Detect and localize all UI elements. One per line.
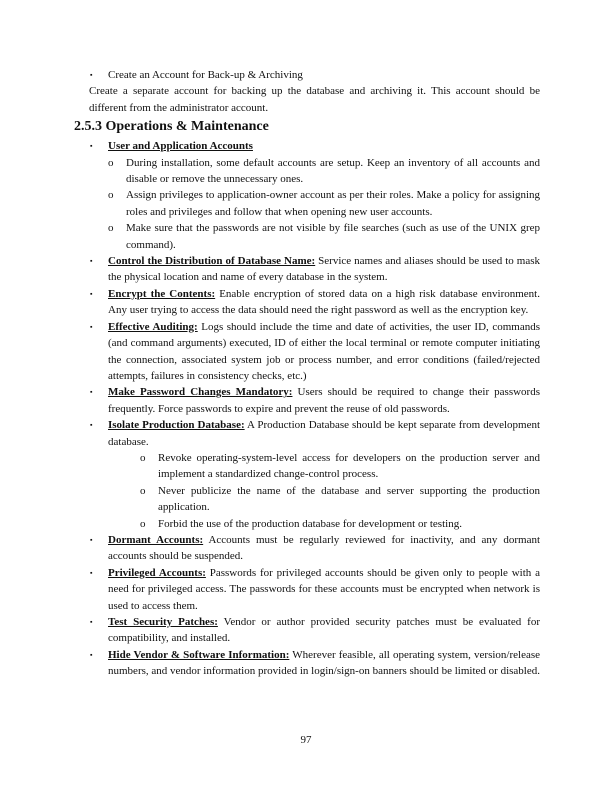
bullet-circle-icon: o [108,222,114,235]
item-title: Hide Vendor & Software Information: [108,648,290,661]
list-item [90,565,540,614]
item-title: Make Password Changes Mandatory: [108,386,293,399]
bullet-circle-icon: o [140,484,146,497]
bullet-circle-icon: o [140,451,146,464]
item-title: Isolate Production Database: [108,419,245,432]
item-text: Service names and aliases should be used to mask the physical location and name of every database in the system. [108,255,540,284]
list-item [90,532,540,565]
bullet-circle-icon: o [108,156,114,169]
bullet-square-icon: ▪ [90,71,93,79]
sub-item-text: During installation, some default accounts are setup. Keep an inventory of all accounts and disable or remove the unnecessary ones. [126,156,540,186]
intro-bullet [90,67,540,83]
item-text: Accounts must be regularly reviewed for inactivity, and any dormant accounts should be suspended. [108,533,541,563]
bullet-square-icon: ▪ [90,388,93,397]
bullet-square-icon: ▪ [90,142,93,151]
list-item [90,417,540,450]
item-title: Privileged Accounts: [108,566,206,579]
list-item [90,286,540,319]
page-content [74,67,541,680]
bullet-square-icon: ▪ [90,535,93,544]
item-title: Test Security Patches: [108,616,218,628]
list-item [90,253,540,286]
bullet-square-icon: ▪ [90,650,93,659]
sub-item-text: Never publicize the name of the database and server supporting the production application. [158,484,540,514]
item-title: Dormant Accounts: [108,533,204,546]
sub-item [90,155,540,188]
item-text: A Production Database should be kept separate from development database. [108,419,541,448]
item-title: Effective Auditing: [108,320,198,333]
list-item [90,384,540,417]
sub-item [90,187,540,220]
item-title: User and Application Accounts [108,140,253,153]
bullet-square-icon: ▪ [90,618,93,626]
item-text: Users should be required to change their passwords frequently. Force passwords to expire and prevent the reuse of old passwords. [108,386,541,415]
sub-item [90,516,540,532]
list-item [90,138,540,154]
item-text: Wherever feasible, all operating system, version/release numbers, and vendor information provided in login/sign-on banners should be limited or disabled. [108,648,540,678]
intro-paragraph: Create a separate account for backing up the database and archiving it. This account should be different from the administrator account. [89,85,540,114]
bullet-square-icon: ▪ [90,322,93,331]
bullet-square-icon: ▪ [90,568,93,577]
item-text: Enable encryption of stored data on a high risk database environment. Any user trying to access the data should need the right password as well as the encryption key. [108,287,540,317]
sub-item-text: Assign privileges to application-owner account as per their roles. Make a policy for assigning roles and privileges and follow that when opening new user accounts. [126,189,540,218]
list-item [90,647,540,680]
sub-item-text: Forbid the use of the production database for development or testing. [158,517,462,530]
intro-bullet-text: Create an Account for Back-up & Archiving [108,69,303,81]
list-item [90,319,540,385]
bullet-circle-icon: o [108,189,114,202]
sub-item-text: Make sure that the passwords are not visible by file searches (such as use of the UNIX grep command). [126,222,540,251]
bullet-circle-icon: o [140,517,146,530]
sub-item [90,483,540,516]
sub-item [90,220,540,253]
section-heading: 2.5.3 Operations & Maintenance [74,119,269,135]
item-text: Passwords for privileged accounts should be given only to people with a need for privileged access. The passwords for these accounts must be encrypted when network is used to access them. [108,566,540,612]
list-item [90,614,540,647]
sub-item [90,450,540,483]
bullet-square-icon: ▪ [90,257,93,266]
item-title: Encrypt the Contents: [108,287,216,300]
item-text: Logs should include the time and date of activities, the user ID, commands (and command arguments) executed, ID of either the local terminal or remote computer initiating the connection, associated system job or process number, and error conditions (failed/rejected attempts, failures in consistency checks, etc.) [108,320,540,382]
bullet-square-icon: ▪ [90,289,93,298]
page-number: 97 [300,734,312,746]
item-title: Control the Distribution of Database Name: [108,255,316,268]
bullet-square-icon: ▪ [90,421,93,430]
sub-item-text: Revoke operating-system-level access for developers on the production server and implement a standardized change-control process. [158,451,540,481]
item-text: Vendor or author provided security patches must be evaluated for compatibility, and installed. [108,616,540,645]
